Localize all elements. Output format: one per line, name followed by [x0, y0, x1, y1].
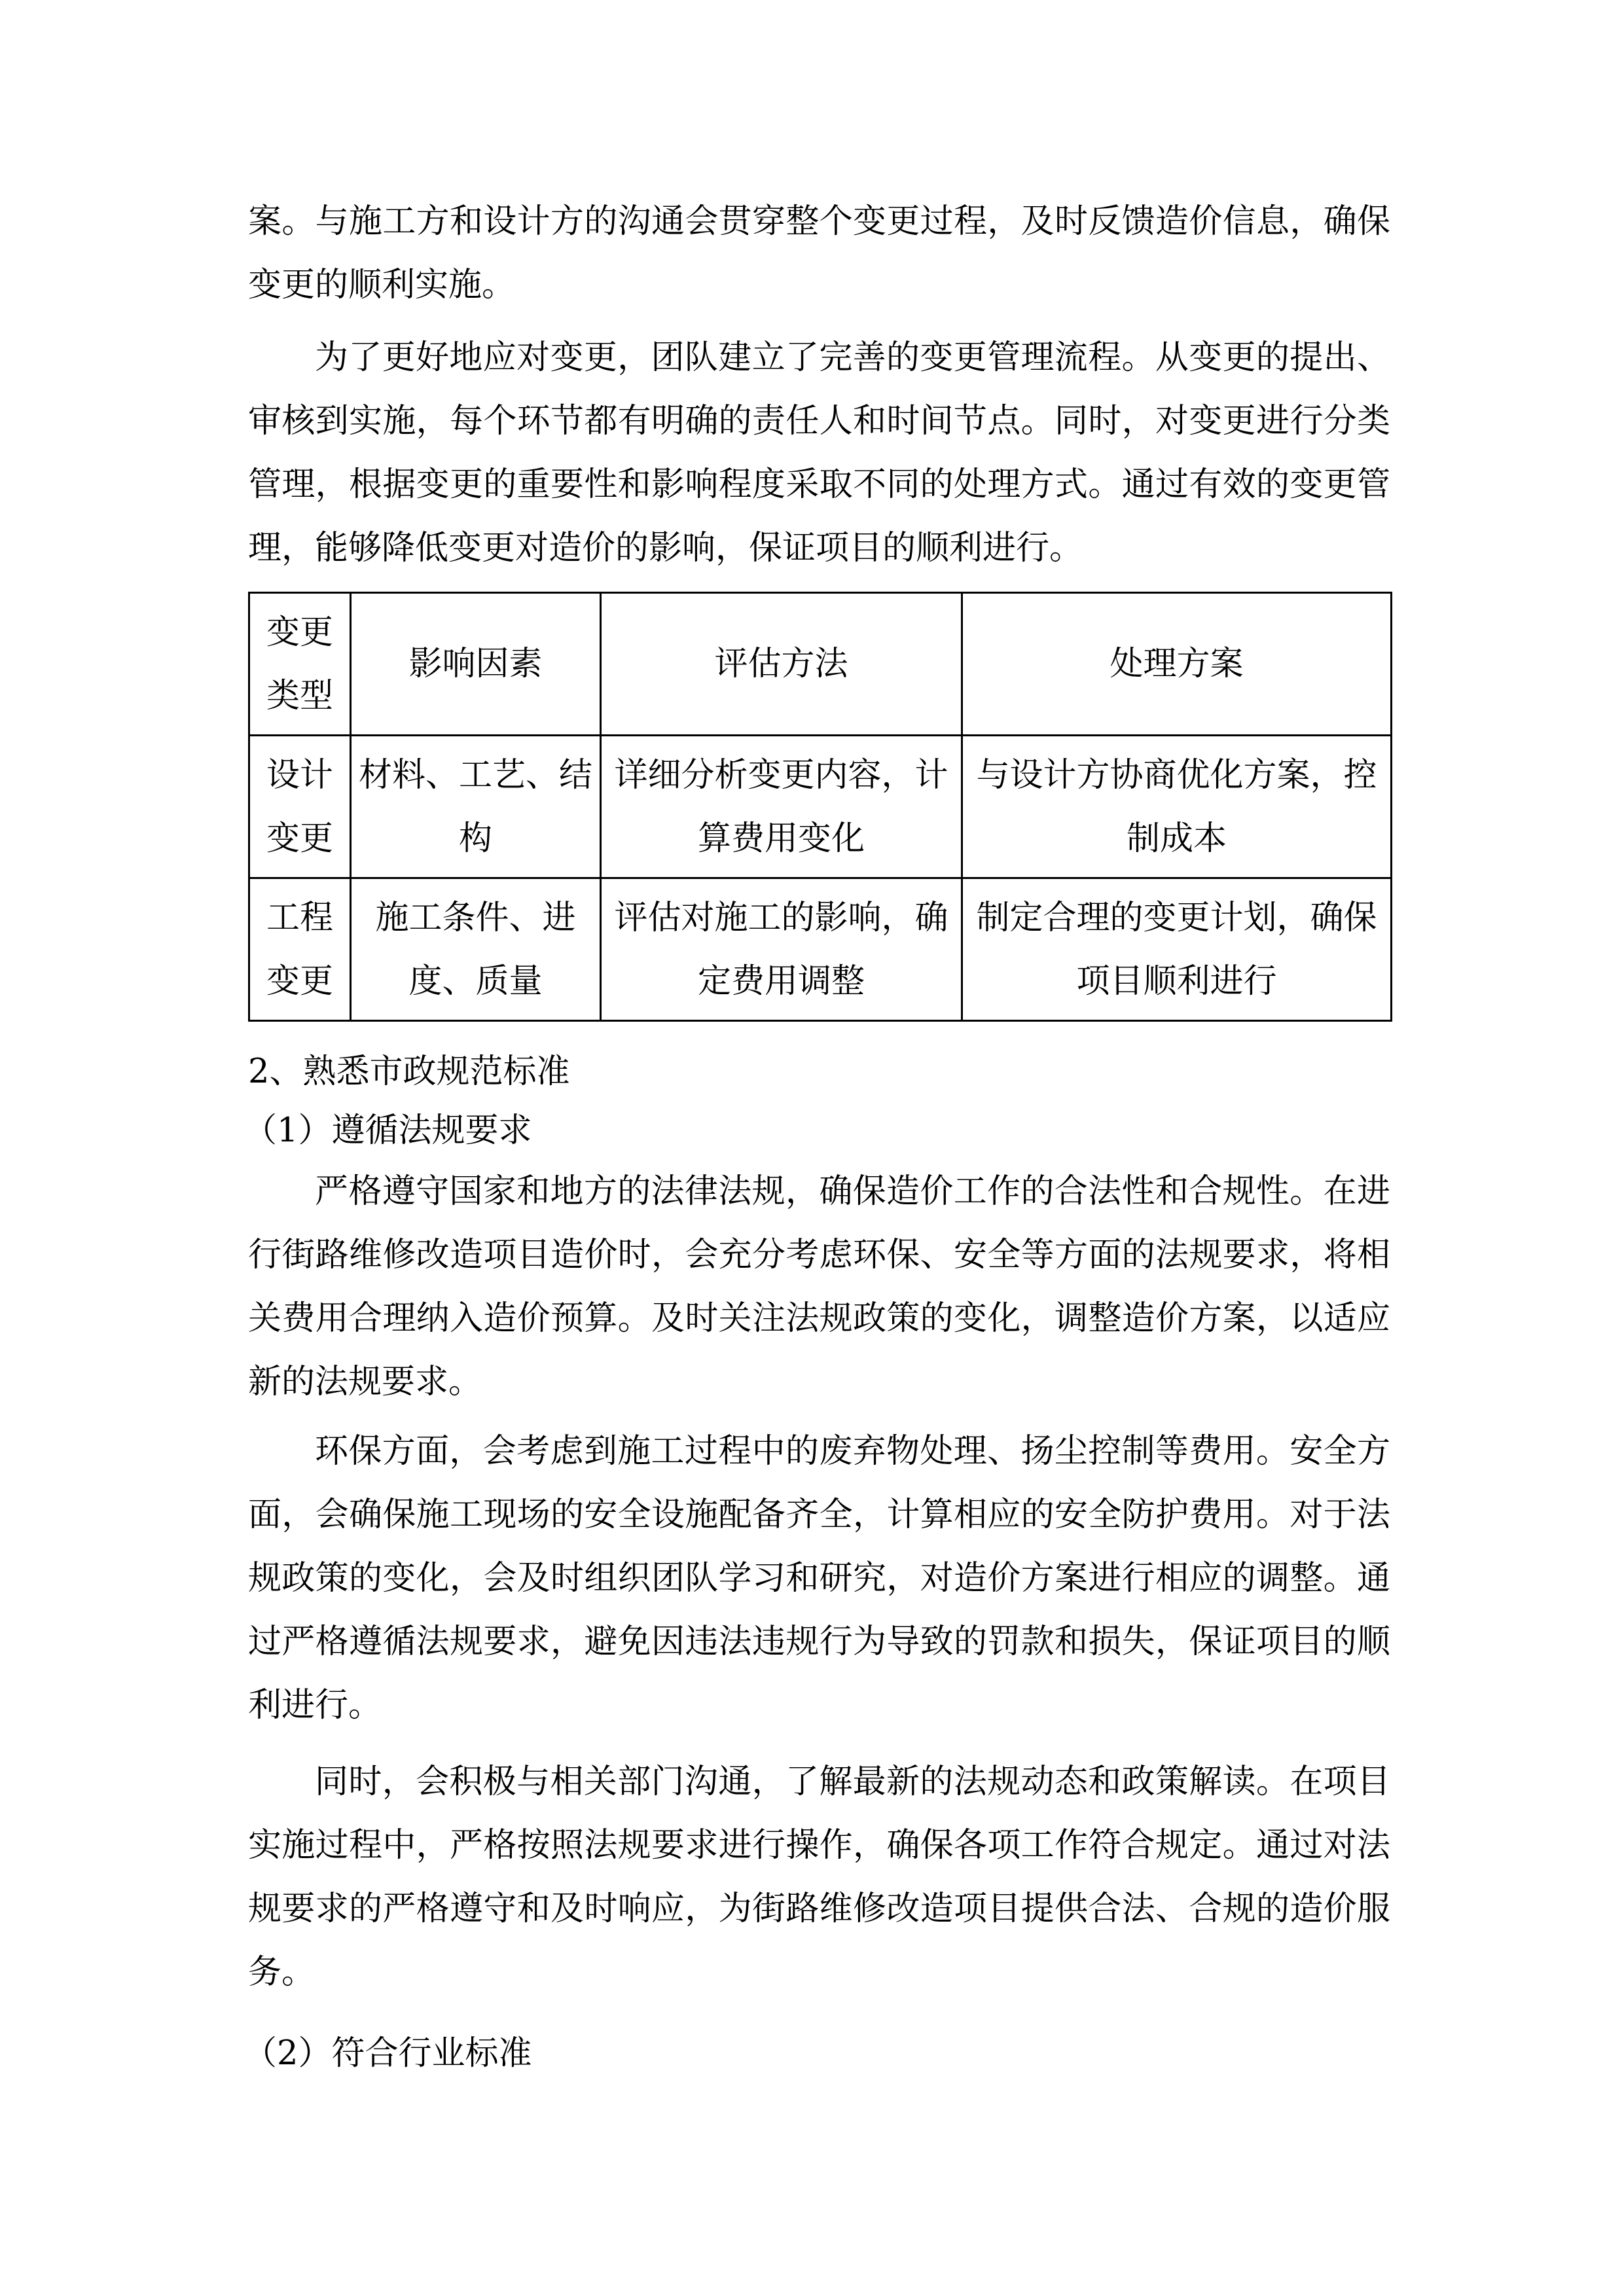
header-cell: 处理方案 — [962, 593, 1392, 736]
table-cell: 与设计方协商优化方案，控制成本 — [962, 736, 1392, 878]
paragraph-text: 同时，会积极与相关部门沟通，了解最新的法规动态和政策解读。在项目实施过程中，严格按照法规要求进行操作，确保各项工作符合规定。通过对法规要求的严格遵守和及时响应，为街路维修改造项目提供合法、合规的造价服务。 — [248, 1763, 1390, 1992]
paragraph-text: 环保方面，会考虑到施工过程中的废弃物处理、扬尘控制等费用。安全方面，会确保施工现场的安全设施配备齐全，计算相应的安全防护费用。对于法规政策的变化，会及时组织团队学习和研究，对造价方案进行相应的调整。通过严格遵循法规要求，避免因违法违规行为导致的罚款和损失，保证项目的顺利进行。 — [248, 1432, 1390, 1725]
table-cell: 设计变更 — [249, 736, 351, 878]
table-cell: 制定合理的变更计划，确保项目顺利进行 — [962, 878, 1392, 1021]
paragraph-change-process — [248, 326, 1390, 580]
subsection-heading: （2）符合行业标准 — [244, 2034, 532, 2073]
table-cell: 详细分析变更内容，计算费用变化 — [601, 736, 962, 878]
subsection-heading: （1）遵循法规要求 — [244, 1111, 532, 1150]
paragraph-text: 为了更好地应对变更，团队建立了完善的变更管理流程。从变更的提出、审核到实施，每个环节都有明确的责任人和时间节点。同时，对变更进行分类管理，根据变更的重要性和影响程度采取不同的处理方式。通过有效的变更管理，能够降低变更对造价的影响，保证项目的顺利进行。 — [248, 338, 1390, 567]
table-cell: 材料、工艺、结构 — [351, 736, 601, 878]
paragraph-continuation — [248, 190, 1390, 317]
paragraph-regulations — [248, 1160, 1390, 1414]
header-cell: 影响因素 — [351, 593, 601, 736]
paragraph-text: 严格遵守国家和地方的法律法规，确保造价工作的合法性和合规性。在进行街路维修改造项目造价时，会充分考虑环保、安全等方面的法规要求，将相关费用合理纳入造价预算。及时关注法规政策的变化，调整造价方案，以适应新的法规要求。 — [248, 1172, 1390, 1401]
table-cell: 评估对施工的影响，确定费用调整 — [601, 878, 962, 1021]
table-cell: 施工条件、进度、质量 — [351, 878, 601, 1021]
paragraph-communication — [248, 1750, 1390, 2004]
change-table — [248, 592, 1392, 1022]
table-row — [249, 878, 1392, 1021]
table-row — [249, 736, 1392, 878]
paragraph-environment-safety — [248, 1420, 1390, 1737]
table-cell: 工程变更 — [249, 878, 351, 1021]
header-cell: 评估方法 — [601, 593, 962, 736]
paragraph-text: 案。与施工方和设计方的沟通会贯穿整个变更过程，及时反馈造价信息，确保变更的顺利实施。 — [248, 202, 1390, 304]
table-header-row — [249, 593, 1392, 736]
header-cell: 变更类型 — [249, 593, 351, 736]
section-heading: 2、熟悉市政规范标准 — [248, 1052, 570, 1091]
